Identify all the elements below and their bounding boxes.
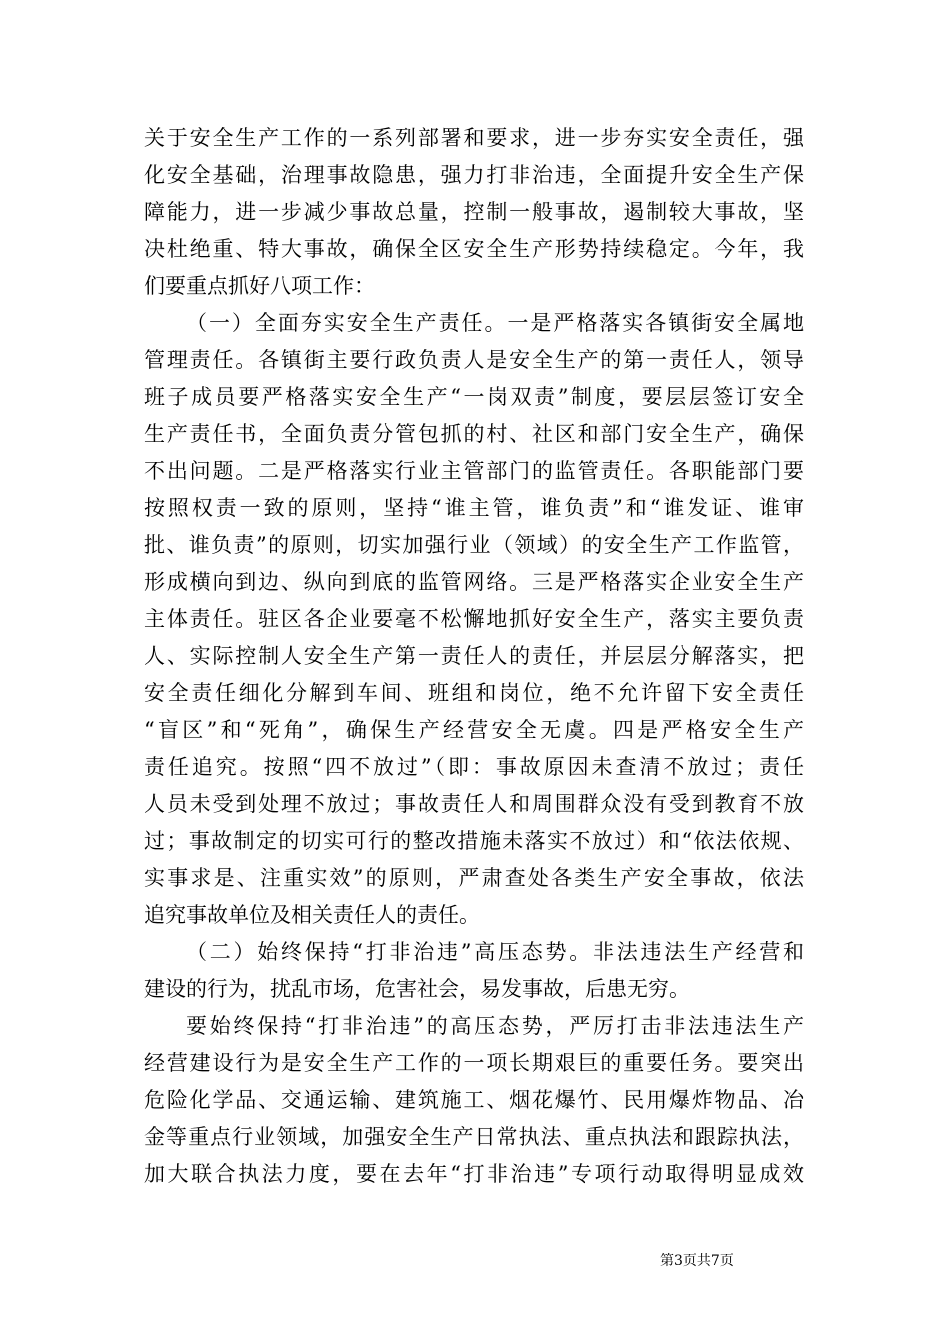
document-body <box>144 120 804 1193</box>
text-line: 安全责任细化分解到车间、班组和岗位，绝不允许留下安全责任 <box>144 681 804 705</box>
text-line: 过；事故制定的切实可行的整改措施未落实不放过）和“依法依规、 <box>144 829 804 853</box>
text-line: 人员未受到处理不放过；事故责任人和周围群众没有受到教育不放 <box>144 792 804 816</box>
text-line: 关于安全生产工作的一系列部署和要求，进一步夯实安全责任，强 <box>144 126 804 150</box>
text-line: 管理责任。各镇街主要行政负责人是安全生产的第一责任人，领导 <box>144 348 804 372</box>
text-line: 危险化学品、交通运输、建筑施工、烟花爆竹、民用爆炸物品、冶 <box>144 1088 804 1112</box>
text-line: 建设的行为，扰乱市场，危害社会，易发事故，后患无穷。 <box>144 977 690 1001</box>
text-line: （一）全面夯实安全生产责任。一是严格落实各镇街安全属地 <box>186 311 804 335</box>
text-line: 按照权责一致的原则，坚持“谁主管，谁负责”和“谁发证、谁审 <box>144 496 804 520</box>
text-line: 障能力，进一步减少事故总量，控制一般事故，遏制较大事故，坚 <box>144 200 804 224</box>
text-line: 不出问题。二是严格落实行业主管部门的监管责任。各职能部门要 <box>144 459 804 483</box>
text-line: （二）始终保持“打非治违”高压态势。非法违法生产经营和 <box>186 940 804 964</box>
text-line: 生产责任书，全面负责分管包抓的村、社区和部门安全生产，确保 <box>144 422 804 446</box>
text-line: 要始终保持“打非治违”的高压态势，严厉打击非法违法生产 <box>186 1014 804 1038</box>
text-line: 经营建设行为是安全生产工作的一项长期艰巨的重要任务。要突出 <box>144 1051 804 1075</box>
text-line: 班子成员要严格落实安全生产“一岗双责”制度，要层层签订安全 <box>144 385 804 409</box>
text-line: 化安全基础，治理事故隐患，强力打非治违，全面提升安全生产保 <box>144 163 804 187</box>
text-line: 金等重点行业领域，加强安全生产日常执法、重点执法和跟踪执法， <box>144 1125 804 1149</box>
text-line: 加大联合执法力度，要在去年“打非治违”专项行动取得明显成效 <box>144 1162 804 1186</box>
text-line: 人、实际控制人安全生产第一责任人的责任，并层层分解落实，把 <box>144 644 804 668</box>
text-line: 决杜绝重、特大事故，确保全区安全生产形势持续稳定。今年，我 <box>144 237 804 261</box>
text-line: 形成横向到边、纵向到底的监管网络。三是严格落实企业安全生产 <box>144 570 804 594</box>
page-number-footer: 第3页共7页 <box>660 1253 734 1269</box>
text-line: 主体责任。驻区各企业要毫不松懈地抓好安全生产，落实主要负责 <box>144 607 804 631</box>
text-line: 实事求是、注重实效”的原则，严肃查处各类生产安全事故，依法 <box>144 866 804 890</box>
text-line: “盲区”和“死角”，确保生产经营安全无虞。四是严格安全生产 <box>144 718 804 742</box>
text-line: 批、谁负责”的原则，切实加强行业（领域）的安全生产工作监管， <box>144 533 804 557</box>
text-line: 责任追究。按照“四不放过”（即：事故原因未查清不放过；责任 <box>144 755 804 779</box>
text-line: 们要重点抓好八项工作： <box>144 274 375 298</box>
text-line: 追究事故单位及相关责任人的责任。 <box>144 903 480 927</box>
